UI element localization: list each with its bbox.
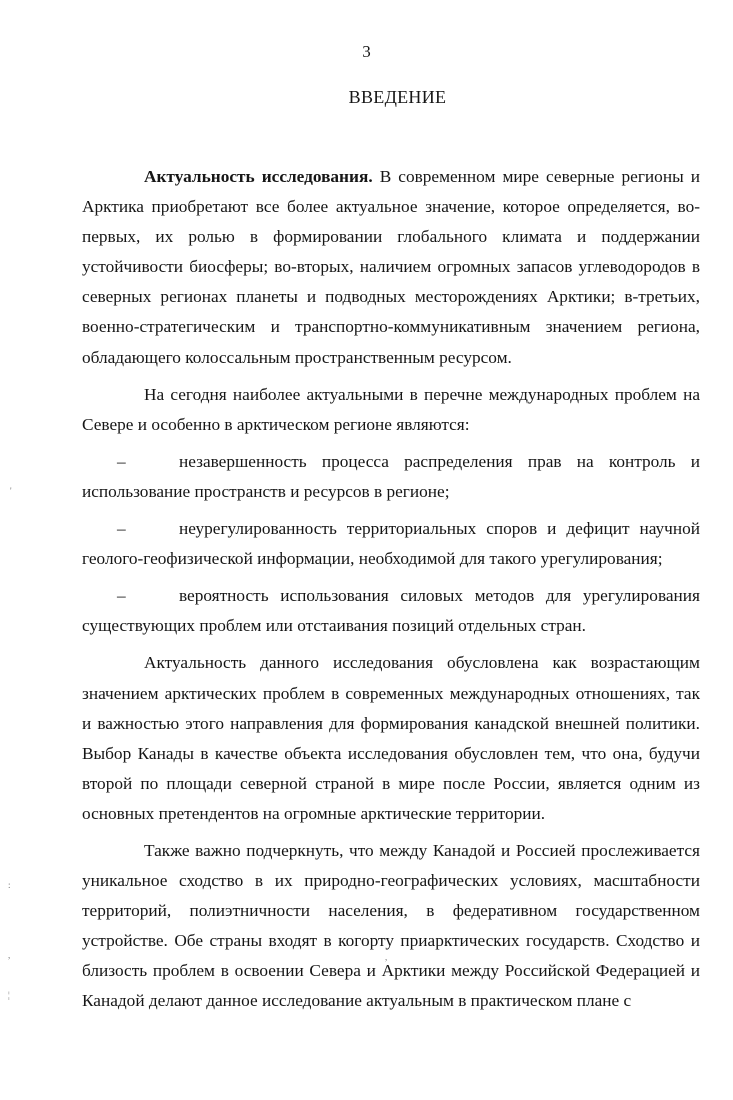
page-number: 3 (362, 42, 371, 61)
document-body (82, 162, 700, 1024)
scan-artifact: : (8, 880, 11, 890)
scan-artifact: , (385, 952, 388, 962)
list-dash: – (117, 451, 126, 471)
list-item-text: вероятность использования силовых методов для урегулирования существующих проблем или отстаивания позиций отдельных стран. (82, 586, 700, 636)
scan-artifact: ¦ (8, 990, 10, 1000)
paragraph-canada-russia: Также важно подчеркнуть, что между Канадой и Россией прослеживается уникальное сходство в их природно-географических условиях, масштабности территорий, полиэтничности населения, в федеративном государственном устройстве. Обе страны входят в когорту приарктических государств. Сходство и близость проблем в освоении Севера и Арктики между Российской Федерацией и Канадой делают данное исследование актуальным в практическом плане с (82, 840, 700, 1011)
paragraph-relevance (82, 162, 700, 373)
list-item (82, 514, 700, 574)
paragraph-lead-bold: Актуальность исследования. (144, 167, 373, 186)
list-item (82, 447, 700, 507)
paragraph-problems-intro: На сегодня наиболее актуальными в перечне международных проблем на Севере и особенно в арктическом регионе являются: (82, 384, 700, 434)
list-item-text: незавершенность процесса распределения прав на контроль и использование пространств и ресурсов в регионе; (82, 451, 700, 501)
list-dash: – (117, 586, 126, 606)
scan-artifact: ' (10, 486, 12, 496)
paragraph-canada-choice: Актуальность данного исследования обусловлена как возрастающим значением арктических проблем в современных международных отношениях, так и важностью этого направления для формирования канадской внешней политики. Выбор Канады в качестве объекта исследования обусловлен тем, что она, будучи второй по площади северной страной в мире после России, является одним из основных претендентов на огромные арктические территории. (82, 653, 700, 823)
list-item-text: неурегулированность территориальных споров и дефицит научной геолого-геофизической информации, необходимой для такого урегулирования; (82, 519, 700, 569)
section-title: ВВЕДЕНИЕ (348, 87, 447, 107)
list-item (82, 581, 700, 641)
list-dash: – (117, 519, 126, 539)
scan-artifact: , (8, 950, 11, 960)
paragraph-relevance-text: В современном мире северные регионы и Арктика приобретают все более актуальное значение, которое определяется, во-первых, их ролью в формировании глобального климата и поддержании устойчивости биосферы; во-вторых, наличием огромных запасов углеводородов в северных регионах планеты и подводных месторождениях Арктики; в-третьих, военно-стратегическим и транспортно-коммуникативным значением региона, обладающего колоссальным пространственным ресурсом. (82, 167, 700, 367)
